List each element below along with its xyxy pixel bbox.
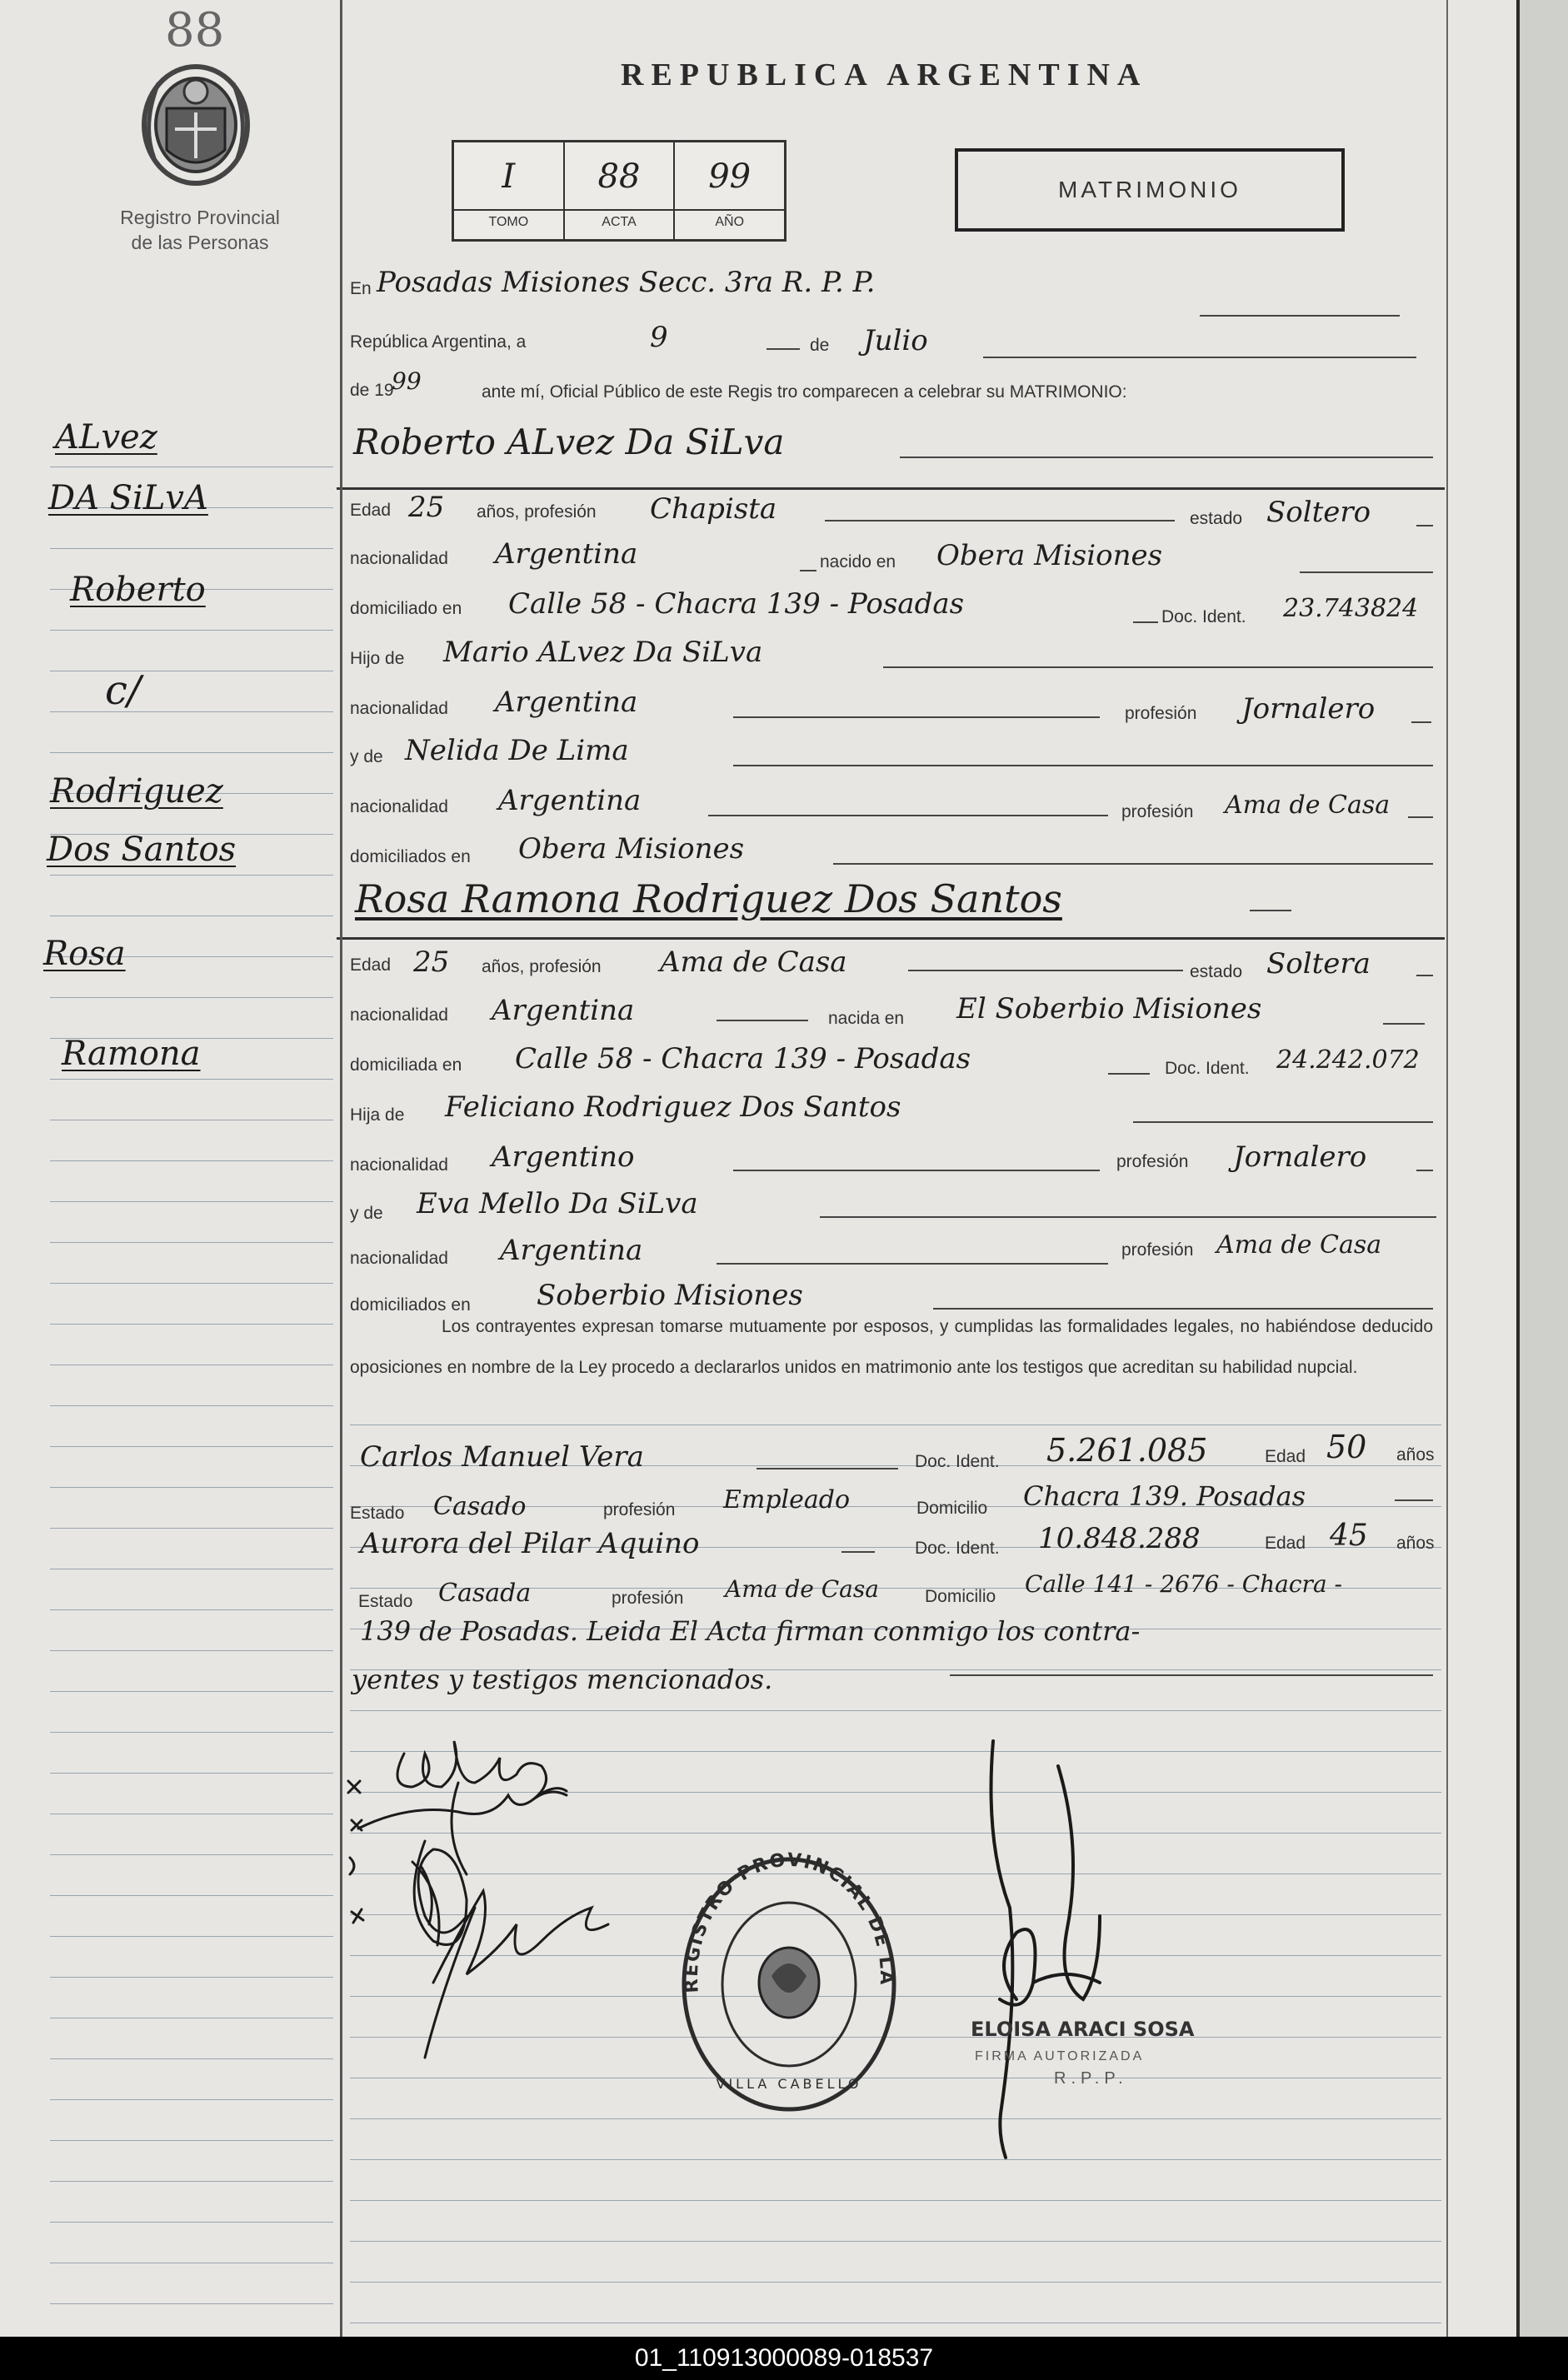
fill-dash (1408, 816, 1433, 818)
ano-cell: 99 AÑO (675, 142, 784, 239)
fill-dash (1416, 975, 1433, 976)
label: Edad (1265, 1534, 1306, 1553)
bride-age: 25 (413, 946, 450, 979)
fill-dash (1416, 525, 1433, 526)
groom-doc: 23.743824 (1283, 594, 1419, 623)
ruled-line (350, 2241, 1441, 2242)
bride-mother: Eva Mello Da SiLva (417, 1187, 698, 1220)
witness2-status: Casada (438, 1579, 532, 1608)
ruled-line (50, 1528, 333, 1529)
closing-line-1: 139 de Posadas. Leida El Acta firman conmigo los contra- (360, 1615, 1141, 1647)
fill-dash (1416, 1170, 1433, 1171)
record-box (452, 140, 786, 242)
fill-dash (908, 970, 1183, 971)
label: Edad (350, 501, 392, 520)
label: profesión (1116, 1152, 1189, 1171)
officer-text: ante mí, Oficial Público de este Regis tro comparecen a celebrar su MATRIMONIO: (482, 382, 1127, 402)
country-header: REPUBLICA ARGENTINA (621, 57, 1148, 92)
fill-dash (717, 1263, 1108, 1265)
groom-nationality: Argentina (495, 537, 638, 571)
ruled-line (50, 1446, 333, 1447)
label: domiciliados en (350, 847, 471, 866)
ruled-line (50, 1079, 333, 1080)
party-signatures (333, 1716, 683, 2066)
label: Estado (350, 1504, 405, 1523)
margin-name: Ramona (62, 1035, 201, 1073)
ruled-line (50, 1854, 333, 1855)
month-value: Julio (863, 324, 928, 357)
label: Doc. Ident. (915, 1539, 1000, 1558)
closing-line-2: yentes y testigos mencionados. (352, 1664, 773, 1695)
ruled-line (50, 711, 333, 712)
ruled-line (50, 2140, 333, 2141)
ruled-line (50, 752, 333, 753)
ruled-line (50, 1609, 333, 1610)
declaration-text: Los contrayentes expresan tomarse mutuamente por esposos, y cumplidas las formalidades legales, no habiéndose deducido oposiciones en nombre de la Ley procedo a declararlos unidos en matrimonio ante los testigos que acreditan su habilidad nupcial. (350, 1317, 1433, 1377)
bride-mother-profession: Ama de Casa (1216, 1230, 1382, 1260)
seal-town: VILLA CABELLO (716, 2076, 862, 2092)
ruled-line (50, 2058, 333, 2059)
fill-dash (841, 1551, 875, 1553)
groom-parents-address: Obera Misiones (518, 832, 745, 866)
year-label: de 19 (350, 381, 394, 400)
separator (337, 937, 1445, 940)
fill-dash (1250, 910, 1291, 911)
label: estado (1190, 509, 1243, 528)
label: años, profesión (482, 957, 602, 976)
label: nacionalidad (350, 797, 448, 816)
witness2-name: Aurora del Pilar Aquino (360, 1527, 700, 1560)
fill-dash (983, 357, 1416, 358)
ruled-line (50, 2181, 333, 2182)
bride-mother-nationality: Argentina (500, 1234, 643, 1267)
label: Edad (350, 955, 392, 975)
ruled-line (50, 1650, 333, 1651)
ruled-line (50, 1691, 333, 1692)
label: Estado (358, 1592, 413, 1611)
ruled-line (50, 1773, 333, 1774)
witness1-profession: Empleado (723, 1485, 851, 1514)
fill-dash (733, 765, 1433, 766)
label: domiciliada en (350, 1055, 462, 1075)
ruled-line (50, 1895, 333, 1896)
label: años (1396, 1445, 1435, 1464)
label: nacionalidad (350, 1249, 448, 1268)
label: y de (350, 1204, 383, 1223)
label: profesión (1125, 704, 1197, 723)
ruled-line (50, 2099, 333, 2100)
tomo-cell: I TOMO (454, 142, 565, 239)
ruled-line (50, 1242, 333, 1243)
label: nacionalidad (350, 549, 448, 568)
ruled-line (50, 1732, 333, 1733)
fill-dash (717, 1020, 808, 1021)
label: Doc. Ident. (1161, 607, 1246, 626)
ruled-line (50, 1201, 333, 1202)
margin-name: ALvez (55, 418, 157, 457)
label: Doc. Ident. (1165, 1059, 1250, 1078)
margin-name: c/ (105, 667, 142, 714)
label: y de (350, 747, 383, 766)
fill-dash (1133, 1121, 1433, 1123)
label: Domicilio (925, 1587, 996, 1606)
ruled-line (50, 630, 333, 631)
label: domiciliado en (350, 599, 462, 618)
fill-dash (833, 863, 1433, 865)
label: años, profesión (477, 502, 597, 521)
ruled-line (50, 548, 333, 549)
fill-dash (1300, 571, 1433, 573)
witness2-profession: Ama de Casa (725, 1575, 879, 1603)
label: profesión (1121, 1240, 1194, 1260)
margin-name: Dos Santos (47, 831, 237, 869)
margin-name: Roberto (70, 571, 206, 609)
ruled-line (350, 2282, 1441, 2283)
fill-dash (820, 1216, 1436, 1218)
margin-name: DA SiLvA (48, 479, 208, 517)
ruled-line (50, 1324, 333, 1325)
fill-dash (767, 348, 800, 350)
fill-dash (950, 1674, 1433, 1676)
fill-dash (1383, 1023, 1425, 1025)
bride-father-nationality: Argentino (492, 1140, 635, 1174)
witness1-doc: 5.261.085 (1046, 1432, 1208, 1469)
ruled-line (50, 1936, 333, 1937)
right-margin-line (1446, 0, 1448, 2337)
acta-cell: 88 ACTA (565, 142, 676, 239)
label: Doc. Ident. (915, 1452, 1000, 1471)
republica-label: República Argentina, a (350, 332, 527, 352)
witness2-address: Calle 141 - 2676 - Chacra - (1025, 1570, 1342, 1598)
fill-dash (800, 570, 816, 571)
label: estado (1190, 962, 1243, 981)
groom-father-profession: Jornalero (1241, 692, 1376, 726)
fill-dash (733, 1170, 1100, 1171)
witness1-address: Chacra 139. Posadas (1023, 1480, 1306, 1512)
ruled-line (50, 875, 333, 876)
label: años (1396, 1534, 1435, 1553)
witness1-status: Casado (433, 1492, 527, 1521)
day-value: 9 (650, 321, 668, 354)
place-value: Posadas Misiones Secc. 3ra R. P. P. (377, 266, 876, 299)
groom-mother: Nelida De Lima (405, 734, 629, 767)
groom-profession: Chapista (650, 492, 777, 526)
groom-birthplace: Obera Misiones (936, 539, 1163, 572)
witness1-name: Carlos Manuel Vera (360, 1440, 644, 1474)
seal-text: REGISTRO PROVINCIAL DE LAS PERSONAS (664, 1835, 897, 1994)
ruled-line (50, 1283, 333, 1284)
groom-status: Soltero (1266, 496, 1371, 529)
label: nacida en (828, 1009, 905, 1028)
label: domiciliados en (350, 1295, 471, 1315)
label: profesión (612, 1589, 684, 1608)
witness2-doc: 10.848.288 (1038, 1522, 1201, 1555)
groom-name: Roberto ALvez Da SiLva (353, 422, 785, 462)
officer-name: ELOISA ARACI SOSA (971, 2018, 1195, 2041)
ruled-line (50, 1487, 333, 1488)
bride-father: Feliciano Rodriguez Dos Santos (445, 1090, 901, 1124)
witness1-age: 50 (1326, 1429, 1367, 1465)
file-id: 01_110913000089-018537 (0, 2337, 1568, 2380)
ruled-line (350, 2200, 1441, 2201)
ruled-line (350, 1710, 1441, 1711)
official-seal-icon (664, 1835, 905, 2126)
label: nacido en (820, 552, 896, 571)
label: nacionalidad (350, 699, 448, 718)
bride-nationality: Argentina (492, 994, 635, 1027)
bride-father-profession: Jornalero (1233, 1140, 1367, 1174)
label: Edad (1265, 1447, 1306, 1466)
fill-dash (883, 666, 1433, 668)
de-label: de (810, 336, 830, 355)
margin-name: Rosa (43, 935, 126, 973)
fill-dash (1411, 721, 1431, 723)
ruled-line (50, 1405, 333, 1406)
ruled-line (50, 997, 333, 998)
bride-doc: 24.242.072 (1276, 1045, 1420, 1075)
groom-mother-profession: Ama de Casa (1225, 791, 1391, 820)
officer-title: FIRMA AUTORIZADA (975, 2049, 1145, 2063)
ruled-line (50, 1977, 333, 1978)
groom-address: Calle 58 - Chacra 139 - Posadas (508, 587, 965, 621)
groom-father: Mario ALvez Da SiLva (443, 636, 763, 669)
page-number: 88 (165, 3, 225, 57)
fill-dash (708, 815, 1108, 816)
record-type: MATRIMONIO (955, 148, 1345, 232)
margin-name: Rodriguez (50, 772, 223, 811)
book-edge (1516, 0, 1568, 2337)
en-label: En (350, 279, 372, 298)
officer-signature (983, 1733, 1150, 2166)
fill-dash (757, 1468, 898, 1469)
label: nacionalidad (350, 1005, 448, 1025)
ruled-line (50, 2222, 333, 2223)
bride-profession: Ama de Casa (660, 946, 847, 979)
bride-parents-address: Soberbio Misiones (537, 1279, 803, 1312)
label: profesión (1121, 802, 1194, 821)
groom-mother-nationality: Argentina (498, 784, 642, 817)
fill-dash (825, 520, 1175, 521)
registry-crest-icon (133, 58, 258, 192)
registry-label: Registro Provincial de las Personas (120, 207, 280, 253)
label: Hija de (350, 1105, 405, 1125)
officer-office: R.P.P. (1054, 2069, 1128, 2088)
bride-address: Calle 58 - Chacra 139 - Posadas (515, 1042, 971, 1075)
separator (337, 487, 1445, 490)
fill-dash (1395, 1499, 1433, 1501)
fill-dash (1108, 1073, 1150, 1075)
fill-dash (900, 457, 1433, 458)
bride-birthplace: El Soberbio Misiones (956, 992, 1262, 1025)
groom-age: 25 (408, 491, 445, 524)
label: profesión (603, 1500, 676, 1519)
ruled-line (50, 1160, 333, 1161)
ruled-line (350, 2159, 1441, 2160)
fill-dash (733, 716, 1100, 718)
fill-dash (1133, 621, 1158, 623)
year-value: 99 (392, 367, 422, 395)
ruled-line (50, 2303, 333, 2304)
label: Domicilio (916, 1499, 988, 1518)
groom-father-nationality: Argentina (495, 686, 638, 719)
witness2-age: 45 (1330, 1519, 1368, 1553)
fill-dash (1200, 315, 1400, 317)
label: Hijo de (350, 649, 405, 668)
label: nacionalidad (350, 1155, 448, 1175)
bride-name: Rosa Ramona Rodriguez Dos Santos (355, 876, 1062, 921)
bride-status: Soltera (1266, 947, 1371, 980)
